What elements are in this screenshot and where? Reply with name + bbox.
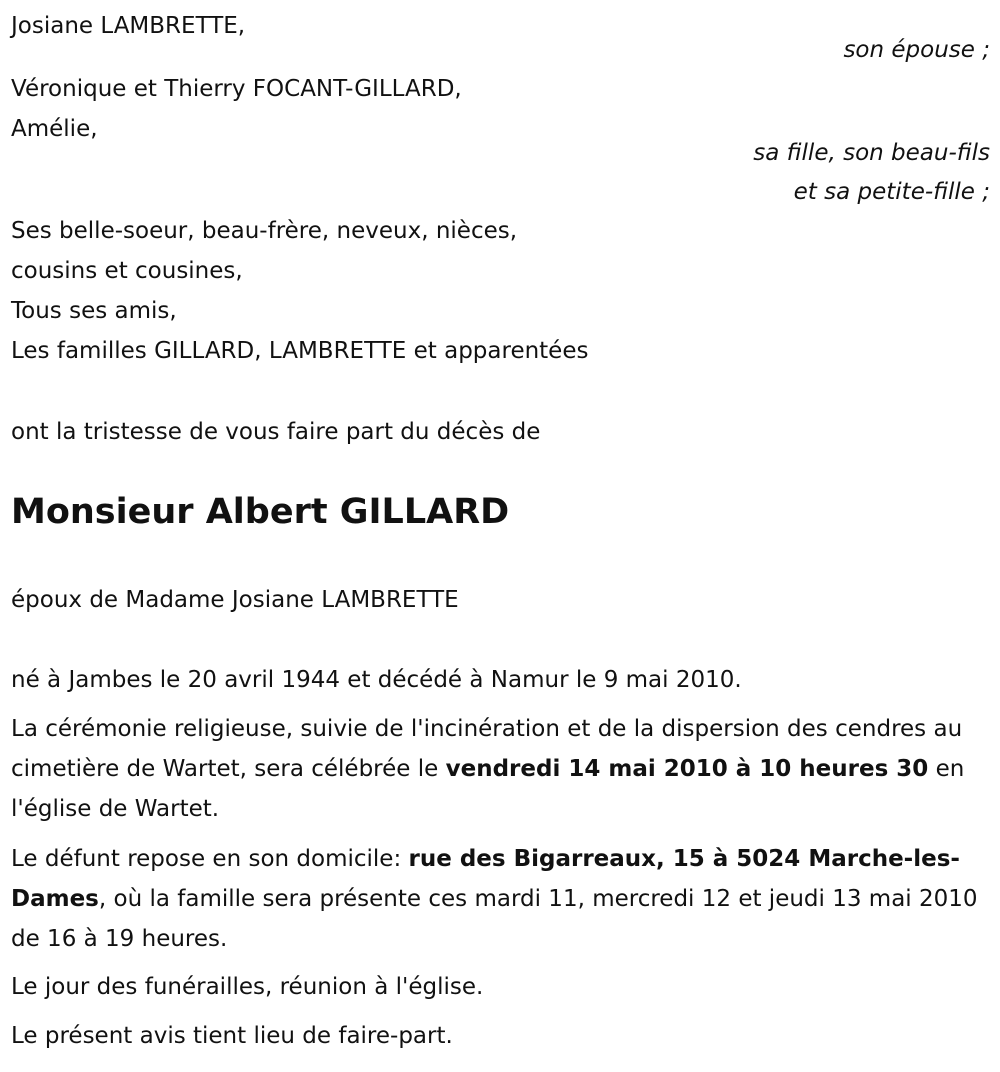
granddaughter-role: et sa petite-fille ; bbox=[793, 179, 990, 205]
announcement-intro: ont la tristesse de vous faire part du décès de bbox=[11, 419, 541, 445]
ceremony-paragraph bbox=[11, 709, 996, 829]
daughter-names: Véronique et Thierry FOCANT-GILLARD, bbox=[11, 76, 462, 102]
visitation-paragraph bbox=[11, 839, 996, 959]
spouse-role: son épouse ; bbox=[843, 37, 990, 63]
ceremony-location: en l'église de Wartet. bbox=[11, 756, 965, 822]
deceased-name: Monsieur Albert GILLARD bbox=[11, 492, 510, 532]
ceremony-datetime: vendredi 14 mai 2010 à 10 heures 30 bbox=[445, 756, 929, 782]
families-line: Les familles GILLARD, LAMBRETTE et apparentées bbox=[11, 338, 589, 364]
spouse-name: Josiane LAMBRETTE, bbox=[11, 13, 246, 39]
visitation-address: rue des Bigarreaux, 15 à 5024 Marche-les-Dames bbox=[11, 846, 960, 912]
ceremony-text: La cérémonie religieuse, suivie de l'incinération et de la dispersion des cendres au cimetière de Wartet, sera célébrée le bbox=[11, 716, 963, 782]
daughter-role: sa fille, son beau-fils bbox=[753, 140, 990, 166]
funeral-day-note: Le jour des funérailles, réunion à l'église. bbox=[11, 974, 484, 1000]
spouse-of: époux de Madame Josiane LAMBRETTE bbox=[11, 587, 459, 613]
relatives-line: Ses belle-soeur, beau-frère, neveux, nièces, bbox=[11, 218, 518, 244]
granddaughter-name: Amélie, bbox=[11, 116, 98, 142]
notice-note: Le présent avis tient lieu de faire-part. bbox=[11, 1023, 453, 1049]
visitation-schedule: , où la famille sera présente ces mardi 11, mercredi 12 et jeudi 13 mai 2010 de 16 à 19 heures. bbox=[11, 886, 978, 952]
birth-death: né à Jambes le 20 avril 1944 et décédé à Namur le 9 mai 2010. bbox=[11, 667, 742, 693]
cousins-line: cousins et cousines, bbox=[11, 258, 243, 284]
visitation-text: Le défunt repose en son domicile: bbox=[11, 846, 409, 872]
friends-line: Tous ses amis, bbox=[11, 298, 177, 324]
